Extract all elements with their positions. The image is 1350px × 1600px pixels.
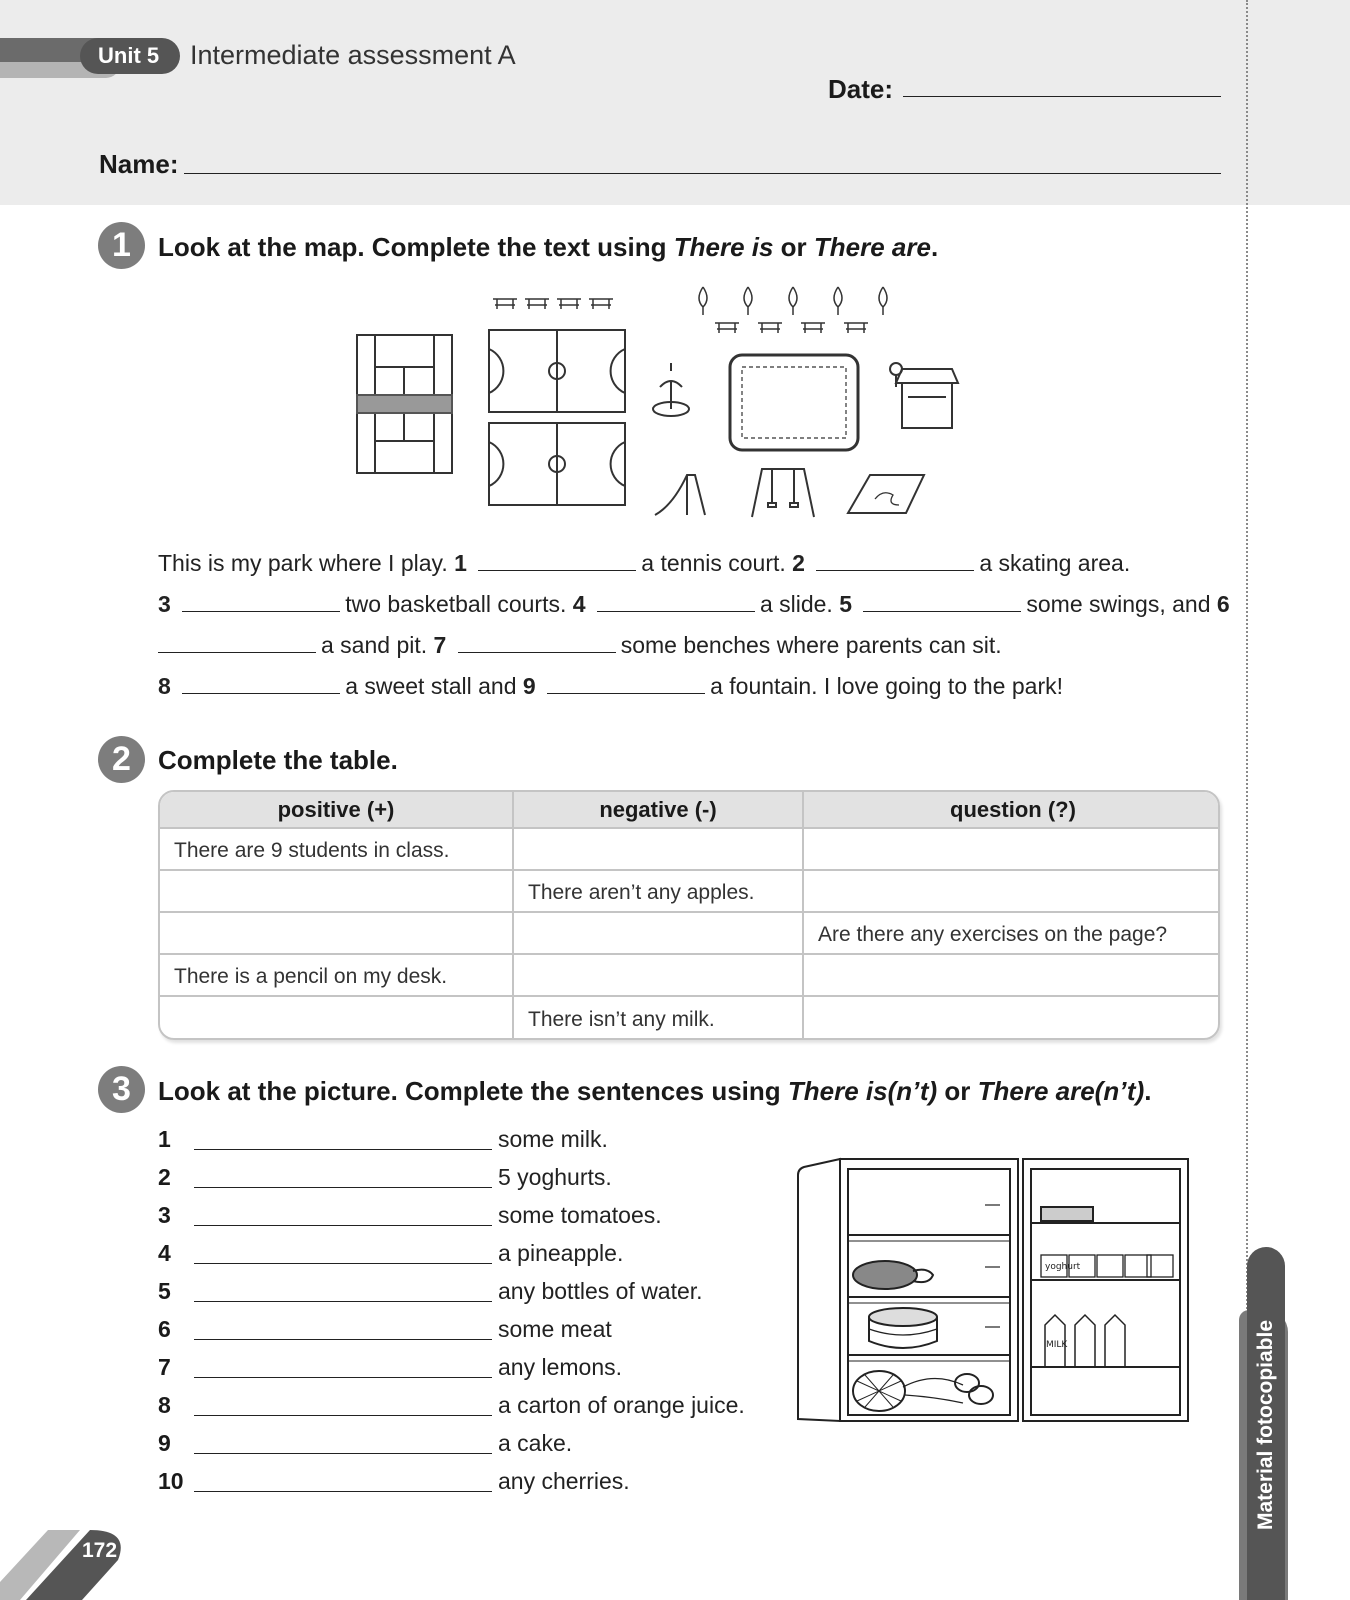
benches-icon bbox=[493, 299, 868, 333]
yoghurt-label: yoghurt bbox=[1045, 1262, 1081, 1272]
column-header-negative: negative (-) bbox=[513, 792, 803, 828]
slide-icon bbox=[655, 475, 705, 515]
exercise-2-badge: 2 bbox=[98, 736, 145, 783]
blank-6[interactable] bbox=[158, 631, 316, 653]
list-item bbox=[158, 1237, 778, 1269]
list-item bbox=[158, 1313, 778, 1345]
table-cell: There are 9 students in class. bbox=[160, 828, 513, 870]
table-cell-answer[interactable] bbox=[160, 996, 513, 1038]
exercise-1-instruction: Look at the map. Complete the text using There is or There are. bbox=[158, 232, 939, 262]
fountain-icon bbox=[653, 363, 689, 416]
table-cell: Are there any exercises on the page? bbox=[803, 912, 1220, 954]
item-number: 3 bbox=[158, 1202, 171, 1228]
cloze-line-4: 8 a sweet stall and 9 a fountain. I love going to the park! bbox=[158, 673, 1063, 699]
answer-blank[interactable] bbox=[194, 1301, 492, 1302]
park-map-illustration bbox=[340, 285, 980, 530]
table-row bbox=[160, 870, 1220, 912]
table-cell: There isn’t any milk. bbox=[513, 996, 803, 1038]
item-text: a cake. bbox=[498, 1430, 573, 1456]
item-text: any bottles of water. bbox=[498, 1278, 703, 1304]
answer-blank[interactable] bbox=[194, 1187, 492, 1188]
date-field[interactable] bbox=[903, 96, 1221, 97]
answer-blank[interactable] bbox=[194, 1339, 492, 1340]
table-cell-answer[interactable] bbox=[160, 870, 513, 912]
meat-icon bbox=[853, 1261, 933, 1289]
list-item bbox=[158, 1199, 778, 1231]
item-number: 8 bbox=[158, 1392, 171, 1418]
unit-badge: Unit 5 bbox=[80, 38, 180, 74]
trees-icon bbox=[699, 287, 887, 315]
blank-3[interactable] bbox=[182, 590, 340, 612]
lemons-icon bbox=[955, 1374, 993, 1404]
column-header-question: question (?) bbox=[803, 792, 1220, 828]
blank-2[interactable] bbox=[816, 549, 974, 571]
answer-blank[interactable] bbox=[194, 1377, 492, 1378]
blank-9[interactable] bbox=[547, 672, 705, 694]
blank-8[interactable] bbox=[182, 672, 340, 694]
item-text: any cherries. bbox=[498, 1468, 630, 1494]
fridge-door-icon bbox=[798, 1159, 1018, 1421]
table-cell: There is a pencil on my desk. bbox=[160, 954, 513, 996]
table-row bbox=[160, 954, 1220, 996]
item-text: a carton of orange juice. bbox=[498, 1392, 745, 1418]
table-cell-answer[interactable] bbox=[513, 954, 803, 996]
grammar-table bbox=[158, 790, 1220, 1040]
list-item bbox=[158, 1465, 778, 1497]
item-text: 5 yoghurts. bbox=[498, 1164, 612, 1190]
list-item bbox=[158, 1389, 778, 1421]
open-door-icon bbox=[1023, 1159, 1188, 1421]
list-item bbox=[158, 1275, 778, 1307]
page-number: 172 bbox=[82, 1539, 118, 1562]
cloze-line-1: This is my park where I play. 1 a tennis court. 2 a skating area. bbox=[158, 550, 1131, 576]
list-item bbox=[158, 1123, 778, 1155]
milk-label: MILK bbox=[1046, 1340, 1068, 1350]
sand-pit-icon bbox=[848, 475, 924, 513]
pineapple-icon bbox=[853, 1371, 963, 1411]
table-cell-answer[interactable] bbox=[803, 954, 1220, 996]
item-number: 2 bbox=[158, 1164, 171, 1190]
date-label: Date: bbox=[828, 74, 894, 104]
cake-icon bbox=[869, 1308, 937, 1348]
page-title: Intermediate assessment A bbox=[190, 40, 516, 70]
item-number: 5 bbox=[158, 1278, 171, 1304]
table-cell-answer[interactable] bbox=[803, 828, 1220, 870]
list-item bbox=[158, 1427, 778, 1459]
column-header-positive: positive (+) bbox=[160, 792, 513, 828]
table-cell-answer[interactable] bbox=[803, 996, 1220, 1038]
yoghurts-icon bbox=[1041, 1255, 1173, 1277]
sweet-stall-icon bbox=[890, 363, 958, 428]
blank-4[interactable] bbox=[597, 590, 755, 612]
answer-blank[interactable] bbox=[194, 1225, 492, 1226]
table-header-row bbox=[160, 792, 1220, 828]
table-row bbox=[160, 996, 1220, 1038]
item-number: 10 bbox=[158, 1468, 184, 1494]
milk-cartons-icon bbox=[1045, 1315, 1125, 1367]
fridge-illustration bbox=[795, 1155, 1195, 1425]
answer-blank[interactable] bbox=[194, 1415, 492, 1416]
exercise-1-badge: 1 bbox=[98, 222, 145, 269]
item-number: 6 bbox=[158, 1316, 171, 1342]
item-number: 9 bbox=[158, 1430, 171, 1456]
basketball-courts-icon bbox=[489, 330, 625, 505]
table-cell-answer[interactable] bbox=[513, 912, 803, 954]
answer-blank[interactable] bbox=[194, 1149, 492, 1150]
blank-7[interactable] bbox=[458, 631, 616, 653]
answer-blank[interactable] bbox=[194, 1453, 492, 1454]
list-item bbox=[158, 1161, 778, 1193]
swings-icon bbox=[752, 469, 814, 517]
blank-1[interactable] bbox=[478, 549, 636, 571]
name-label: Name: bbox=[99, 149, 179, 179]
blank-5[interactable] bbox=[863, 590, 1021, 612]
item-text: any lemons. bbox=[498, 1354, 623, 1380]
cloze-line-3: a sand pit. 7 some benches where parents can sit. bbox=[158, 630, 1002, 660]
item-text: some meat bbox=[498, 1316, 612, 1342]
item-text: some tomatoes. bbox=[498, 1202, 662, 1228]
item-text: a pineapple. bbox=[498, 1240, 624, 1266]
tennis-court-icon bbox=[357, 335, 452, 473]
list-item bbox=[158, 1351, 778, 1383]
exercise-3-instruction: Look at the picture. Complete the sentences using There is(n’t) or There are(n’t). bbox=[158, 1076, 1152, 1106]
cloze-line-2: 3 two basketball courts. 4 a slide. 5 some swings, and 6 bbox=[158, 591, 1230, 617]
item-text: some milk. bbox=[498, 1126, 608, 1152]
table-row bbox=[160, 912, 1220, 954]
exercise-2-instruction: Complete the table. bbox=[158, 745, 398, 775]
item-number: 1 bbox=[158, 1126, 171, 1152]
header-band bbox=[0, 0, 1247, 205]
header-band-right bbox=[1247, 0, 1350, 205]
table-cell-answer[interactable] bbox=[513, 828, 803, 870]
table-row bbox=[160, 828, 1220, 870]
table-cell-answer[interactable] bbox=[803, 870, 1220, 912]
item-number: 4 bbox=[158, 1240, 171, 1266]
answer-blank[interactable] bbox=[194, 1263, 492, 1264]
name-field[interactable] bbox=[184, 173, 1221, 174]
answer-blank[interactable] bbox=[194, 1491, 492, 1492]
item-number: 7 bbox=[158, 1354, 171, 1380]
skating-area-icon bbox=[730, 355, 858, 450]
photocopiable-label: Material fotocopiable bbox=[1254, 1319, 1277, 1531]
table-cell-answer[interactable] bbox=[160, 912, 513, 954]
exercise-3-badge: 3 bbox=[98, 1066, 145, 1113]
table-cell: There aren’t any apples. bbox=[513, 870, 803, 912]
